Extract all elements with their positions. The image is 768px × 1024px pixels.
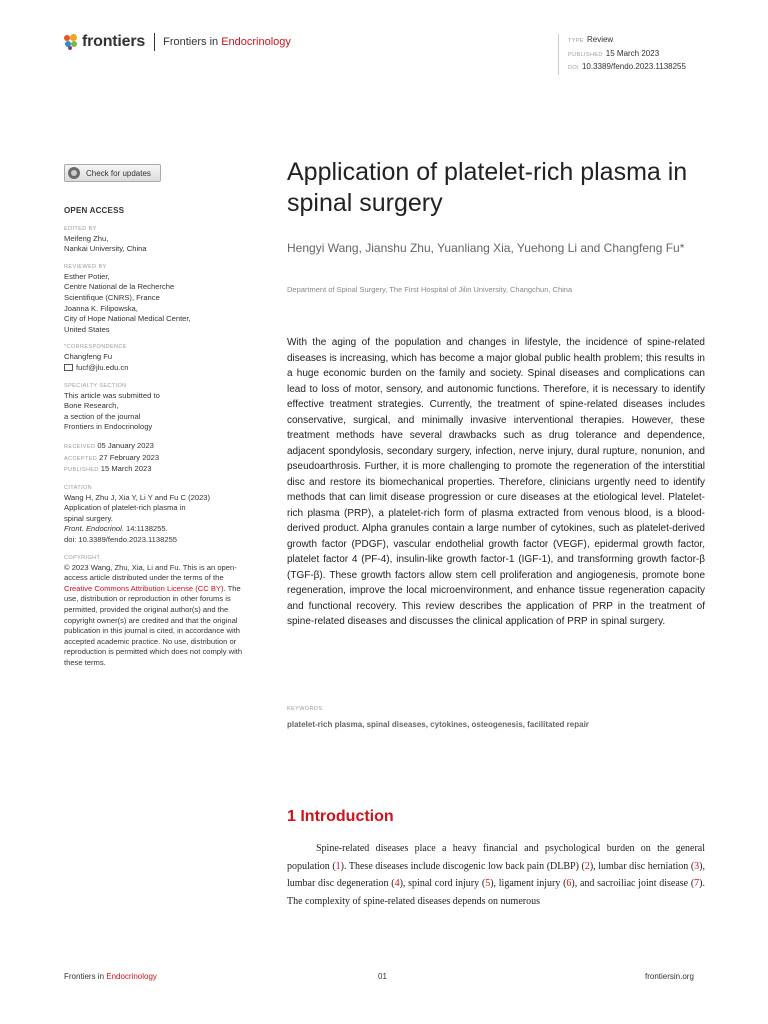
specialty-line: Bone Research, — [64, 401, 119, 411]
page-number: 01 — [378, 972, 387, 981]
sidebar — [64, 206, 244, 677]
mail-icon — [64, 364, 73, 371]
edited-by-section — [64, 225, 244, 255]
citation-doi[interactable]: doi: 10.3389/fendo.2023.1138255 — [64, 535, 178, 545]
intro-text: ), and sacroiliac joint disease ( — [571, 878, 695, 889]
doi-value[interactable]: 10.3389/fendo.2023.1138255 — [581, 62, 686, 71]
article-title: Application of platelet-rich plasma in spinal surgery — [287, 158, 688, 217]
update-check-icon — [68, 167, 80, 179]
section-heading-introduction: 1 Introduction — [287, 808, 394, 825]
accepted-date: 27 February 2023 — [99, 452, 160, 462]
intro-text: ). These diseases include discogenic low back pain (DLBP) ( — [340, 860, 585, 872]
correspondence-email[interactable]: fucf@jlu.edu.cn — [76, 362, 129, 372]
footer-journal[interactable] — [64, 972, 157, 981]
published-label: PUBLISHED — [568, 51, 603, 58]
accepted-label: ACCEPTED — [64, 455, 98, 462]
article-meta — [558, 34, 686, 75]
copyright-text-part: . The use, distribution or reproduction in other forums is permitted, provided the original author(s) and the copyright owner(s) are credited and that the original publication in this journal is cited, in accordance with accepted academic practice. No use, distribution or reproduction is permitted which does not comply with these terms. — [64, 583, 243, 667]
reviewed-by-line: United States — [64, 324, 110, 334]
journal-prefix: Frontiers in — [163, 36, 222, 48]
reviewed-by-line: Joanna K. Filipowska, — [64, 303, 138, 313]
published-row — [64, 464, 244, 476]
received-date: 05 January 2023 — [97, 440, 154, 450]
intro-text: ). The complexity of spine-related diseases depends on numerous — [287, 878, 706, 907]
dates-section — [64, 441, 244, 476]
affiliation: Department of Spinal Surgery, The First Hospital of Jilin University, Changchun, China — [287, 285, 573, 294]
specialty-line: a section of the journal — [64, 411, 141, 421]
reference-link[interactable]: 7 — [694, 878, 700, 889]
frontiers-logo-icon — [64, 34, 78, 50]
doi-label: DOI — [568, 65, 579, 71]
journal-subject: Endocrinology — [221, 36, 291, 48]
keywords-label: KEYWORDS — [287, 706, 323, 712]
edited-by-label: EDITED BY — [64, 225, 97, 232]
check-for-updates-label: Check for updates — [86, 168, 151, 178]
published-value: 15 March 2023 — [605, 48, 660, 58]
journal-name[interactable] — [163, 36, 291, 48]
reviewed-by-line: Scientifique (CNRS), France — [64, 292, 160, 302]
copyright-section — [64, 554, 244, 669]
copyright-text — [64, 563, 244, 669]
correspondence-name: Changfeng Fu — [64, 352, 113, 362]
type-label: TYPE — [568, 38, 584, 44]
received-row — [64, 441, 244, 453]
license-link[interactable]: Creative Commons Attribution License (CC BY) — [64, 583, 224, 593]
footer-site-link[interactable]: frontiersin.org — [645, 972, 694, 981]
reviewed-by-line: Centre National de la Recherche — [64, 282, 175, 292]
reference-link[interactable]: 4 — [394, 878, 400, 889]
specialty-label: SPECIALTY SECTION — [64, 382, 127, 389]
copyright-text-part: © 2023 Wang, Zhu, Xia, Li and Fu. This is an open-access article distributed under the terms of the — [64, 562, 237, 583]
specialty-line: This article was submitted to — [64, 390, 160, 400]
citation-line: spinal surgery. — [64, 513, 113, 523]
edited-by-line: Nankai University, China — [64, 244, 147, 254]
type-value: Review — [586, 35, 614, 44]
edited-by-line: Meifeng Zhu, — [64, 233, 109, 243]
citation-line: Application of platelet-rich plasma in — [64, 503, 186, 513]
reviewed-by-line: Esther Potier, — [64, 271, 110, 281]
accepted-row — [64, 453, 244, 465]
header-logo[interactable] — [64, 32, 291, 52]
open-access-label: OPEN ACCESS — [64, 206, 125, 215]
footer-journal-prefix: Frontiers in — [64, 972, 107, 981]
reference-link[interactable]: 2 — [584, 860, 590, 872]
reference-link[interactable]: 1 — [335, 860, 341, 872]
correspondence-section — [64, 343, 244, 373]
citation-journal-line — [64, 524, 244, 535]
introduction-paragraph — [287, 840, 705, 910]
specialty-line: Frontiers in Endocrinology — [64, 422, 153, 432]
citation-journal: Front. Endocrinol. — [64, 524, 124, 534]
brand-name: frontiers — [82, 33, 146, 50]
reference-link[interactable]: 3 — [694, 860, 700, 872]
received-label: RECEIVED — [64, 443, 96, 450]
reviewed-by-line: City of Hope National Medical Center, — [64, 314, 191, 324]
reference-link[interactable]: 6 — [566, 878, 572, 889]
published-label: PUBLISHED — [64, 467, 99, 474]
specialty-section — [64, 382, 244, 433]
intro-text: ), spinal cord injury ( — [399, 878, 486, 889]
reviewed-by-label: REVIEWED BY — [64, 263, 107, 270]
header-divider — [154, 33, 155, 51]
author-list: Hengyi Wang, Jianshu Zhu, Yuanliang Xia, Yuehong Li and Changfeng Fu* — [287, 241, 685, 255]
intro-text: ), lumbar disc degeneration ( — [287, 860, 706, 889]
keywords: platelet-rich plasma, spinal diseases, cytokines, osteogenesis, facilitated repair — [287, 720, 589, 729]
intro-text: ), ligament injury ( — [490, 878, 567, 889]
abstract: With the aging of the population and changes in lifestyle, the incidence of spine-related diseases is increasing, which has become a major global public health problem; this results in a huge economic burden on the family and society. Spinal diseases and complications can lead to loss of motor, sensory, and autonomic functions. Therefore, it is necessary to identify effective treatment strategies. Currently, the treatment of spine-related diseases includes conservative, surgical, and minimally invasive interventional therapies. However, these treatment methods have several drawbacks such as drug tolerance and dependence, adjacent spondylosis, secondary surgery, infection, nerve injury, dural rupture, nonunion, and pseudoarthrosis. Further, it is more challenging to promote the regeneration of the interstitial disc and restore its biomechanical properties. Therefore, clinicians urgently need to identify methods that can limit disease progression or cure diseases at the etiological level. Platelet-rich plasma (PRP), a platelet-rich form of plasma extracted from venous blood, is a blood-derived product. Alpha granules contain a large number of cytokines, such as platelet-derived growth factor (PDGF), vascular endothelial growth factor (VEGF), epidermal growth factor, platelet factor 4 (PF-4), insulin-like growth factor-1 (IGF-1), and transforming growth factor-β (TGF-β). These growth factors allow stem cell proliferation and angiogenesis, promote bone regeneration, improve the local microenvironment, and enhance tissue regeneration capacity and functional recovery. This review describes the application of PRP in the treatment of spine-related diseases and discusses the clinical application of PRP in spinal surgery. — [287, 337, 705, 627]
intro-text: Spine-related diseases place a heavy financial and psychological burden on the general population ( — [287, 843, 705, 872]
reference-link[interactable]: 5 — [485, 878, 491, 889]
published-date: 15 March 2023 — [100, 464, 152, 474]
citation-line: Wang H, Zhu J, Xia Y, Li Y and Fu C (2023) — [64, 492, 211, 502]
reviewed-by-section — [64, 263, 244, 336]
intro-text: ), lumbar disc herniation ( — [589, 860, 695, 872]
correspondence-label: *CORRESPONDENCE — [64, 344, 127, 351]
check-for-updates-button[interactable] — [64, 164, 161, 182]
citation-volume: 14:1138255. — [123, 524, 168, 534]
copyright-label: COPYRIGHT — [64, 554, 101, 561]
correspondence-email-row[interactable] — [64, 363, 244, 374]
citation-section — [64, 484, 244, 546]
citation-label: CITATION — [64, 484, 93, 491]
introduction-body — [287, 843, 705, 907]
footer-journal-subject: Endocrinology — [106, 972, 157, 981]
